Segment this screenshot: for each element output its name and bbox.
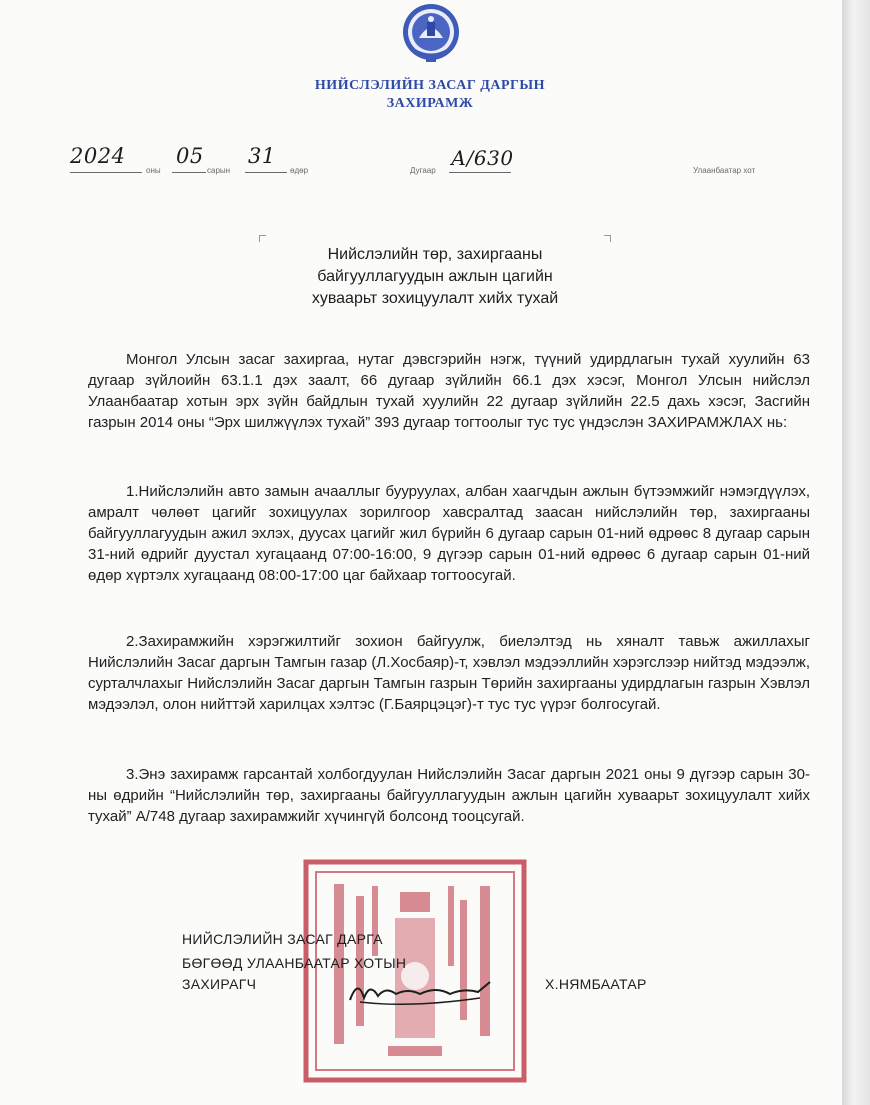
handwritten-signature bbox=[340, 972, 500, 1012]
subject-bracket-right bbox=[604, 235, 611, 242]
subject-line: хуваарьт зохицуулалт хийх тухай bbox=[311, 290, 559, 307]
number-label: Дугаар bbox=[410, 166, 436, 175]
day-underline bbox=[245, 172, 287, 173]
subject-line: Нийслэлийн төр, захиргааны bbox=[327, 246, 543, 263]
signer-name: Х.НЯМБААТАР bbox=[545, 976, 647, 992]
date-day: 31 bbox=[248, 144, 276, 168]
signer-title-line: БӨГӨӨД УЛААНБААТАР ХОТЫН bbox=[182, 955, 407, 971]
preamble-paragraph: Монгол Улсын засаг захиргаа, нутаг дэвсгэрийн нэгж, түүний удирдлагын тухай хуулийн 63 дугаар зүйлоийн 63.1.1 дэх заалт, 66 дугаар зүйлийн 66.1 дэх хэсэг, Монгол Улсын нийслэл Улаанбаатар хотын эрх зүйн байдлын тухай хуулийн 22 дугаар зүйлийн 22.5 дахь хэсэг, Засгийн газрын 2014 оны “Эрх шилжүүлэх тухай” 393 дугаар тогтоолыг тус тус үндэслэн ЗАХИРАМЖЛАХ нь: bbox=[88, 351, 810, 431]
signer-title-line: НИЙСЛЭЛИЙН ЗАСАГ ДАРГА bbox=[182, 931, 383, 947]
month-underline bbox=[172, 172, 206, 173]
document-type: ЗАХИРАМЖ bbox=[386, 96, 474, 111]
decree-subject bbox=[240, 244, 630, 310]
date-month: 05 bbox=[176, 144, 204, 168]
issuing-authority: НИЙСЛЭЛИЙН ЗАСАГ ДАРГЫН bbox=[314, 78, 546, 93]
date-year: 2024 bbox=[70, 144, 126, 168]
number-underline bbox=[449, 172, 511, 173]
month-label: сарын bbox=[207, 166, 231, 175]
day-label: өдөр bbox=[290, 166, 309, 175]
place-label: Улаанбаатар хот bbox=[693, 166, 756, 175]
clause-2-paragraph: 2.Захирамжийн хэрэгжилтийг зохион байгуулж, биелэлтэд нь хяналт тавьж ажиллахыг Нийслэлийн Засаг даргын Тамгын газар (Л.Хосбаяр)-т, хэвлэл мэдээллийн хэрэгслээр нийтэд мэдээлж, сурталчлахыг Нийслэлийн Засаг даргын Тамгын газрын Төрийн захиргааны удирдлагын газрын Хэвлэл мэдээлэл, олон нийттэй харилцах хэлтэс (Г.Баярцэцэг)-т тус тус үүрэг болгосугай. bbox=[88, 633, 810, 713]
page-edge-shadow bbox=[842, 0, 870, 1105]
subject-bracket-left bbox=[259, 235, 266, 242]
official-seal-stamp bbox=[300, 856, 530, 1086]
subject-line: байгууллагуудын ажлын цагийн bbox=[317, 268, 553, 285]
clause-3-paragraph: 3.Энэ захирамж гарсантай холбогдуулан Нийслэлийн Засаг даргын 2021 оны 9 дүгээр сарын 30-ны өдрийн “Нийслэлийн төр, захиргааны байгууллагуудын ажлын цагийн хуваарьт зохицуулалт хийх тухай” А/748 дугаар захирамжийг хүчингүй болсонд тооцсугай. bbox=[88, 766, 810, 825]
year-underline bbox=[70, 172, 142, 173]
clause-1-paragraph: 1.Нийслэлийн авто замын ачааллыг бууруулах, албан хаагчдын ажлын бүтээмжийг нэмэгдүүлэх, амралт чөлөөт цагийг зохицуулах зорилгоор хавсралтад заасан нийслэлийн төр, захиргааны байгууллагуудын ажил эхлэх, дуусах цагийг жил бүрийн 6 дугаар сарын 01-ний өдрөөс 8 дугаар сарын 31-ний өдрийг дуустал хугацаанд 07:00-16:00, 9 дүгээр сарын 01-ний өдрөөс 6 дугаар сарын 01-ний өдөр хүртэлх хугацаанд 08:00-17:00 цаг байхаар тогтоосугай. bbox=[88, 483, 810, 584]
state-emblem-icon bbox=[400, 2, 462, 64]
decree-number: А/630 bbox=[451, 146, 514, 170]
year-label: оны bbox=[146, 166, 161, 175]
signer-title-line: ЗАХИРАГЧ bbox=[182, 976, 257, 992]
